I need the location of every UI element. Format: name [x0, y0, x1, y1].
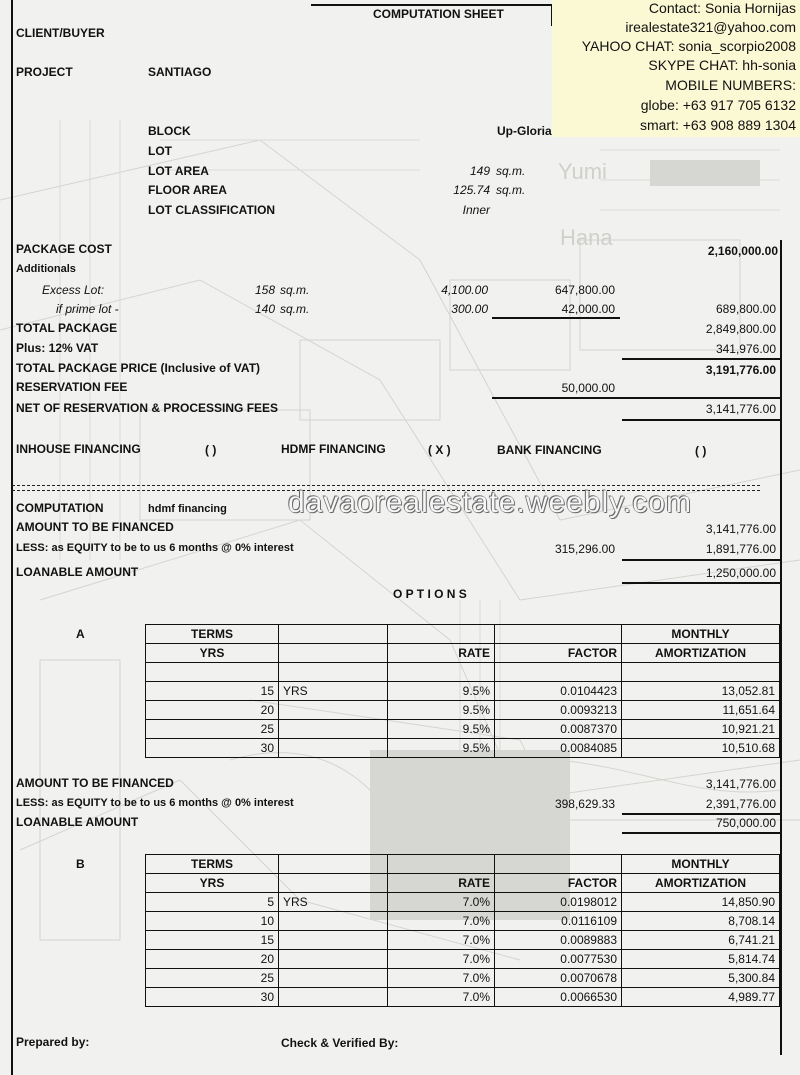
term-unit: [279, 739, 388, 758]
package-cost-value: 2,160,000.00: [707, 244, 778, 258]
inhouse-financing-label: INHOUSE FINANCING: [16, 442, 141, 456]
lot-area-label: LOT AREA: [148, 164, 209, 178]
amortization-value: 5,814.74: [622, 950, 780, 969]
amortization-value: 14,850.90: [622, 893, 780, 912]
total-package-label: TOTAL PACKAGE: [16, 321, 118, 335]
floor-area-label: FLOOR AREA: [148, 183, 227, 197]
contact-line: SKYPE CHAT: hh-sonia: [648, 57, 796, 73]
option-a-label: A: [76, 627, 85, 641]
spacer-cell: [388, 663, 495, 682]
excess-lot-unit: sq.m.: [280, 283, 310, 297]
factor-value: 0.0116109: [495, 912, 622, 931]
map-label-yumi: Yumi: [558, 159, 607, 184]
equity-underline: [622, 813, 780, 815]
map-label-hana: Hana: [560, 225, 613, 250]
contact-line: YAHOO CHAT: sonia_scorpio2008: [581, 38, 796, 54]
term-unit: [279, 701, 388, 720]
loanable-amount-label: LOANABLE AMOUNT: [16, 815, 139, 829]
amortization-value: 11,651.64: [622, 701, 780, 720]
amortization-header: AMORTIZATION: [622, 874, 780, 893]
client-buyer-label: CLIENT/BUYER: [16, 26, 105, 40]
factor-header: FACTOR: [495, 644, 622, 663]
amortization-value: 10,921.21: [622, 720, 780, 739]
term-unit: [279, 931, 388, 950]
excess-lot-amount: 647,800.00: [554, 283, 615, 297]
term-years: 10: [146, 912, 279, 931]
block-label: BLOCK: [148, 124, 191, 138]
net-underline: [622, 419, 780, 421]
amortization-value: 8,708.14: [622, 912, 780, 931]
equity-label: LESS: as EQUITY to be to us 6 months @ 0% interest: [16, 797, 294, 809]
prime-lot-rate: 300.00: [451, 302, 488, 316]
amortization-value: 4,989.77: [622, 988, 780, 1007]
interest-rate: 7.0%: [388, 912, 495, 931]
monthly-header: MONTHLY: [622, 625, 780, 644]
total-price-value: 3,191,776.00: [705, 363, 776, 377]
factor-value: 0.0070678: [495, 969, 622, 988]
lot-classification-value: Inner: [462, 203, 490, 217]
factor-value: 0.0198012: [495, 893, 622, 912]
equity-value: 1,891,776.00: [705, 542, 776, 556]
additionals-total: 689,800.00: [715, 302, 776, 316]
computation-label: COMPUTATION: [16, 501, 104, 515]
reservation-fee-label: RESERVATION FEE: [16, 380, 128, 394]
loanable-amount-value: 1,250,000.00: [705, 566, 776, 580]
contact-line: smart: +63 908 889 1304: [639, 117, 796, 133]
loanable-amount-value: 750,000.00: [715, 816, 776, 830]
table-header-row: [146, 855, 780, 874]
loanable-amount-label: LOANABLE AMOUNT: [16, 565, 139, 579]
empty-header-cell: [279, 625, 388, 644]
term-unit: [279, 720, 388, 739]
empty-header-cell: [495, 625, 622, 644]
spacer-cell: [495, 663, 622, 682]
project-label: PROJECT: [16, 65, 73, 79]
equity-value: 2,391,776.00: [705, 797, 776, 811]
term-years: 20: [146, 950, 279, 969]
table-spacer-row: [146, 663, 780, 682]
amortization-value: 6,741.21: [622, 931, 780, 950]
amortization-value: 10,510.68: [622, 739, 780, 758]
prepared-by-label: Prepared by:: [16, 1035, 90, 1049]
amount-financed-value: 3,141,776.00: [705, 522, 776, 536]
factor-value: 0.0066530: [495, 988, 622, 1007]
contact-line: irealestate321@yahoo.com: [625, 19, 796, 35]
amortization-header: AMORTIZATION: [622, 644, 780, 663]
term-years: 25: [146, 720, 279, 739]
floor-area-unit: sq.m.: [496, 183, 526, 197]
term-unit: YRS: [279, 682, 388, 701]
loanable-underline: [622, 832, 780, 834]
interest-rate: 9.5%: [388, 739, 495, 758]
spacer-cell: [146, 663, 279, 682]
bank-financing-label: BANK FINANCING: [497, 443, 602, 457]
vat-underline: [622, 358, 780, 360]
table-row: [146, 701, 780, 720]
term-unit: [279, 969, 388, 988]
options-heading: O P T I O N S: [393, 587, 467, 601]
project-value: SANTIAGO: [148, 65, 212, 79]
floor-area-value: 125.74: [453, 183, 490, 197]
factor-value: 0.0077530: [495, 950, 622, 969]
table-row: [146, 912, 780, 931]
equity-monthly-value: 315,296.00: [554, 542, 615, 556]
factor-value: 0.0084085: [495, 739, 622, 758]
excess-lot-rate: 4,100.00: [441, 283, 488, 297]
term-unit: [279, 988, 388, 1007]
hdmf-financing-checkbox[interactable]: ( X ): [428, 443, 451, 457]
table-row: [146, 720, 780, 739]
table-row: [146, 682, 780, 701]
interest-rate: 9.5%: [388, 682, 495, 701]
amount-financed-label: AMOUNT TO BE FINANCED: [16, 776, 174, 790]
interest-rate: 9.5%: [388, 720, 495, 739]
term-unit: [279, 950, 388, 969]
yrs-header: YRS: [146, 644, 279, 663]
table-row: [146, 931, 780, 950]
terms-header: TERMS: [146, 625, 279, 644]
block-value: Up-Gloria: [497, 124, 552, 138]
total-price-label: TOTAL PACKAGE PRICE (Inclusive of VAT): [16, 361, 261, 375]
factor-header: FACTOR: [495, 874, 622, 893]
contact-line: MOBILE NUMBERS:: [665, 77, 796, 93]
lot-label: LOT: [148, 144, 172, 158]
yrs-header: YRS: [146, 874, 279, 893]
term-years: 30: [146, 988, 279, 1007]
rate-header: RATE: [388, 874, 495, 893]
spacer-cell: [279, 663, 388, 682]
empty-header-cell: [388, 625, 495, 644]
vat-label: Plus: 12% VAT: [16, 341, 99, 355]
package-cost-label: PACKAGE COST: [16, 242, 112, 256]
prime-lot-amount: 42,000.00: [561, 302, 615, 316]
amortization-value: 5,300.84: [622, 969, 780, 988]
option-b-label: B: [76, 857, 85, 871]
table-row: [146, 893, 780, 912]
net-fees-value: 3,141,776.00: [705, 402, 776, 416]
table-header-row: [146, 625, 780, 644]
interest-rate: 7.0%: [388, 969, 495, 988]
factor-value: 0.0087370: [495, 720, 622, 739]
term-unit: [279, 912, 388, 931]
additionals-label: Additionals: [16, 263, 76, 275]
lot-classification-label: LOT CLASSIFICATION: [148, 203, 276, 217]
interest-rate: 7.0%: [388, 988, 495, 1007]
table-header-row: [146, 874, 780, 893]
excess-lot-qty: 158: [254, 283, 275, 297]
option-a-table: [145, 624, 780, 758]
contact-box: [552, 0, 800, 137]
empty-header-cell: [279, 874, 388, 893]
reservation-fee-value: 50,000.00: [561, 381, 615, 395]
term-years: 5: [146, 893, 279, 912]
vat-value: 341,976.00: [715, 342, 776, 356]
bank-financing-checkbox[interactable]: ( ): [695, 444, 707, 458]
right-border: [780, 240, 782, 1055]
empty-header-cell: [279, 644, 388, 663]
factor-value: 0.0104423: [495, 682, 622, 701]
amortization-value: 13,052.81: [622, 682, 780, 701]
prime-lot-unit: sq.m.: [280, 302, 310, 316]
loanable-underline: [622, 582, 780, 584]
term-years: 20: [146, 701, 279, 720]
table-header-row: [146, 644, 780, 663]
terms-header: TERMS: [146, 855, 279, 874]
term-years: 15: [146, 931, 279, 950]
checked-verified-label: Check & Verified By:: [281, 1036, 399, 1050]
prime-lot-label: if prime lot -: [56, 302, 119, 316]
term-years: 30: [146, 739, 279, 758]
interest-rate: 7.0%: [388, 931, 495, 950]
contact-line: Contact: Sonia Hornijas: [648, 0, 796, 16]
hdmf-financing-label: HDMF FINANCING: [281, 442, 386, 456]
computation-type: hdmf financing: [148, 503, 227, 515]
prime-lot-qty: 140: [254, 302, 275, 316]
amount-financed-value: 3,141,776.00: [705, 777, 776, 791]
interest-rate: 7.0%: [388, 950, 495, 969]
lot-area-unit: sq.m.: [496, 164, 526, 178]
table-row: [146, 739, 780, 758]
term-years: 15: [146, 682, 279, 701]
rate-header: RATE: [388, 644, 495, 663]
equity-label: LESS: as EQUITY to be to us 6 months @ 0% interest: [16, 542, 294, 554]
excess-lot-label: Excess Lot:: [42, 283, 105, 297]
interest-rate: 7.0%: [388, 893, 495, 912]
title-top-line: [311, 4, 551, 6]
monthly-header: MONTHLY: [622, 855, 780, 874]
net-fees-label: NET OF RESERVATION & PROCESSING FEES: [16, 401, 279, 415]
contact-line: globe: +63 917 705 6132: [640, 97, 796, 113]
lot-area-value: 149: [469, 164, 490, 178]
amount-financed-label: AMOUNT TO BE FINANCED: [16, 520, 174, 534]
additionals-underline: [492, 317, 620, 319]
inhouse-financing-checkbox[interactable]: ( ): [205, 443, 217, 457]
term-years: 25: [146, 969, 279, 988]
reservation-underline: [492, 397, 782, 399]
option-b-table: [145, 854, 780, 1007]
equity-monthly-value: 398,629.33: [554, 797, 615, 811]
table-row: [146, 950, 780, 969]
empty-header-cell: [279, 855, 388, 874]
table-row: [146, 969, 780, 988]
website-watermark: davaorealestate.weebly.com: [288, 486, 692, 519]
spacer-cell: [622, 663, 780, 682]
equity-underline: [622, 559, 780, 561]
interest-rate: 9.5%: [388, 701, 495, 720]
sheet-title: COMPUTATION SHEET: [373, 7, 504, 21]
total-package-value: 2,849,800.00: [705, 322, 776, 336]
term-unit: YRS: [279, 893, 388, 912]
table-row: [146, 988, 780, 1007]
factor-value: 0.0089883: [495, 931, 622, 950]
empty-header-cell: [388, 855, 495, 874]
left-border: [11, 0, 13, 1075]
factor-value: 0.0093213: [495, 701, 622, 720]
empty-header-cell: [495, 855, 622, 874]
